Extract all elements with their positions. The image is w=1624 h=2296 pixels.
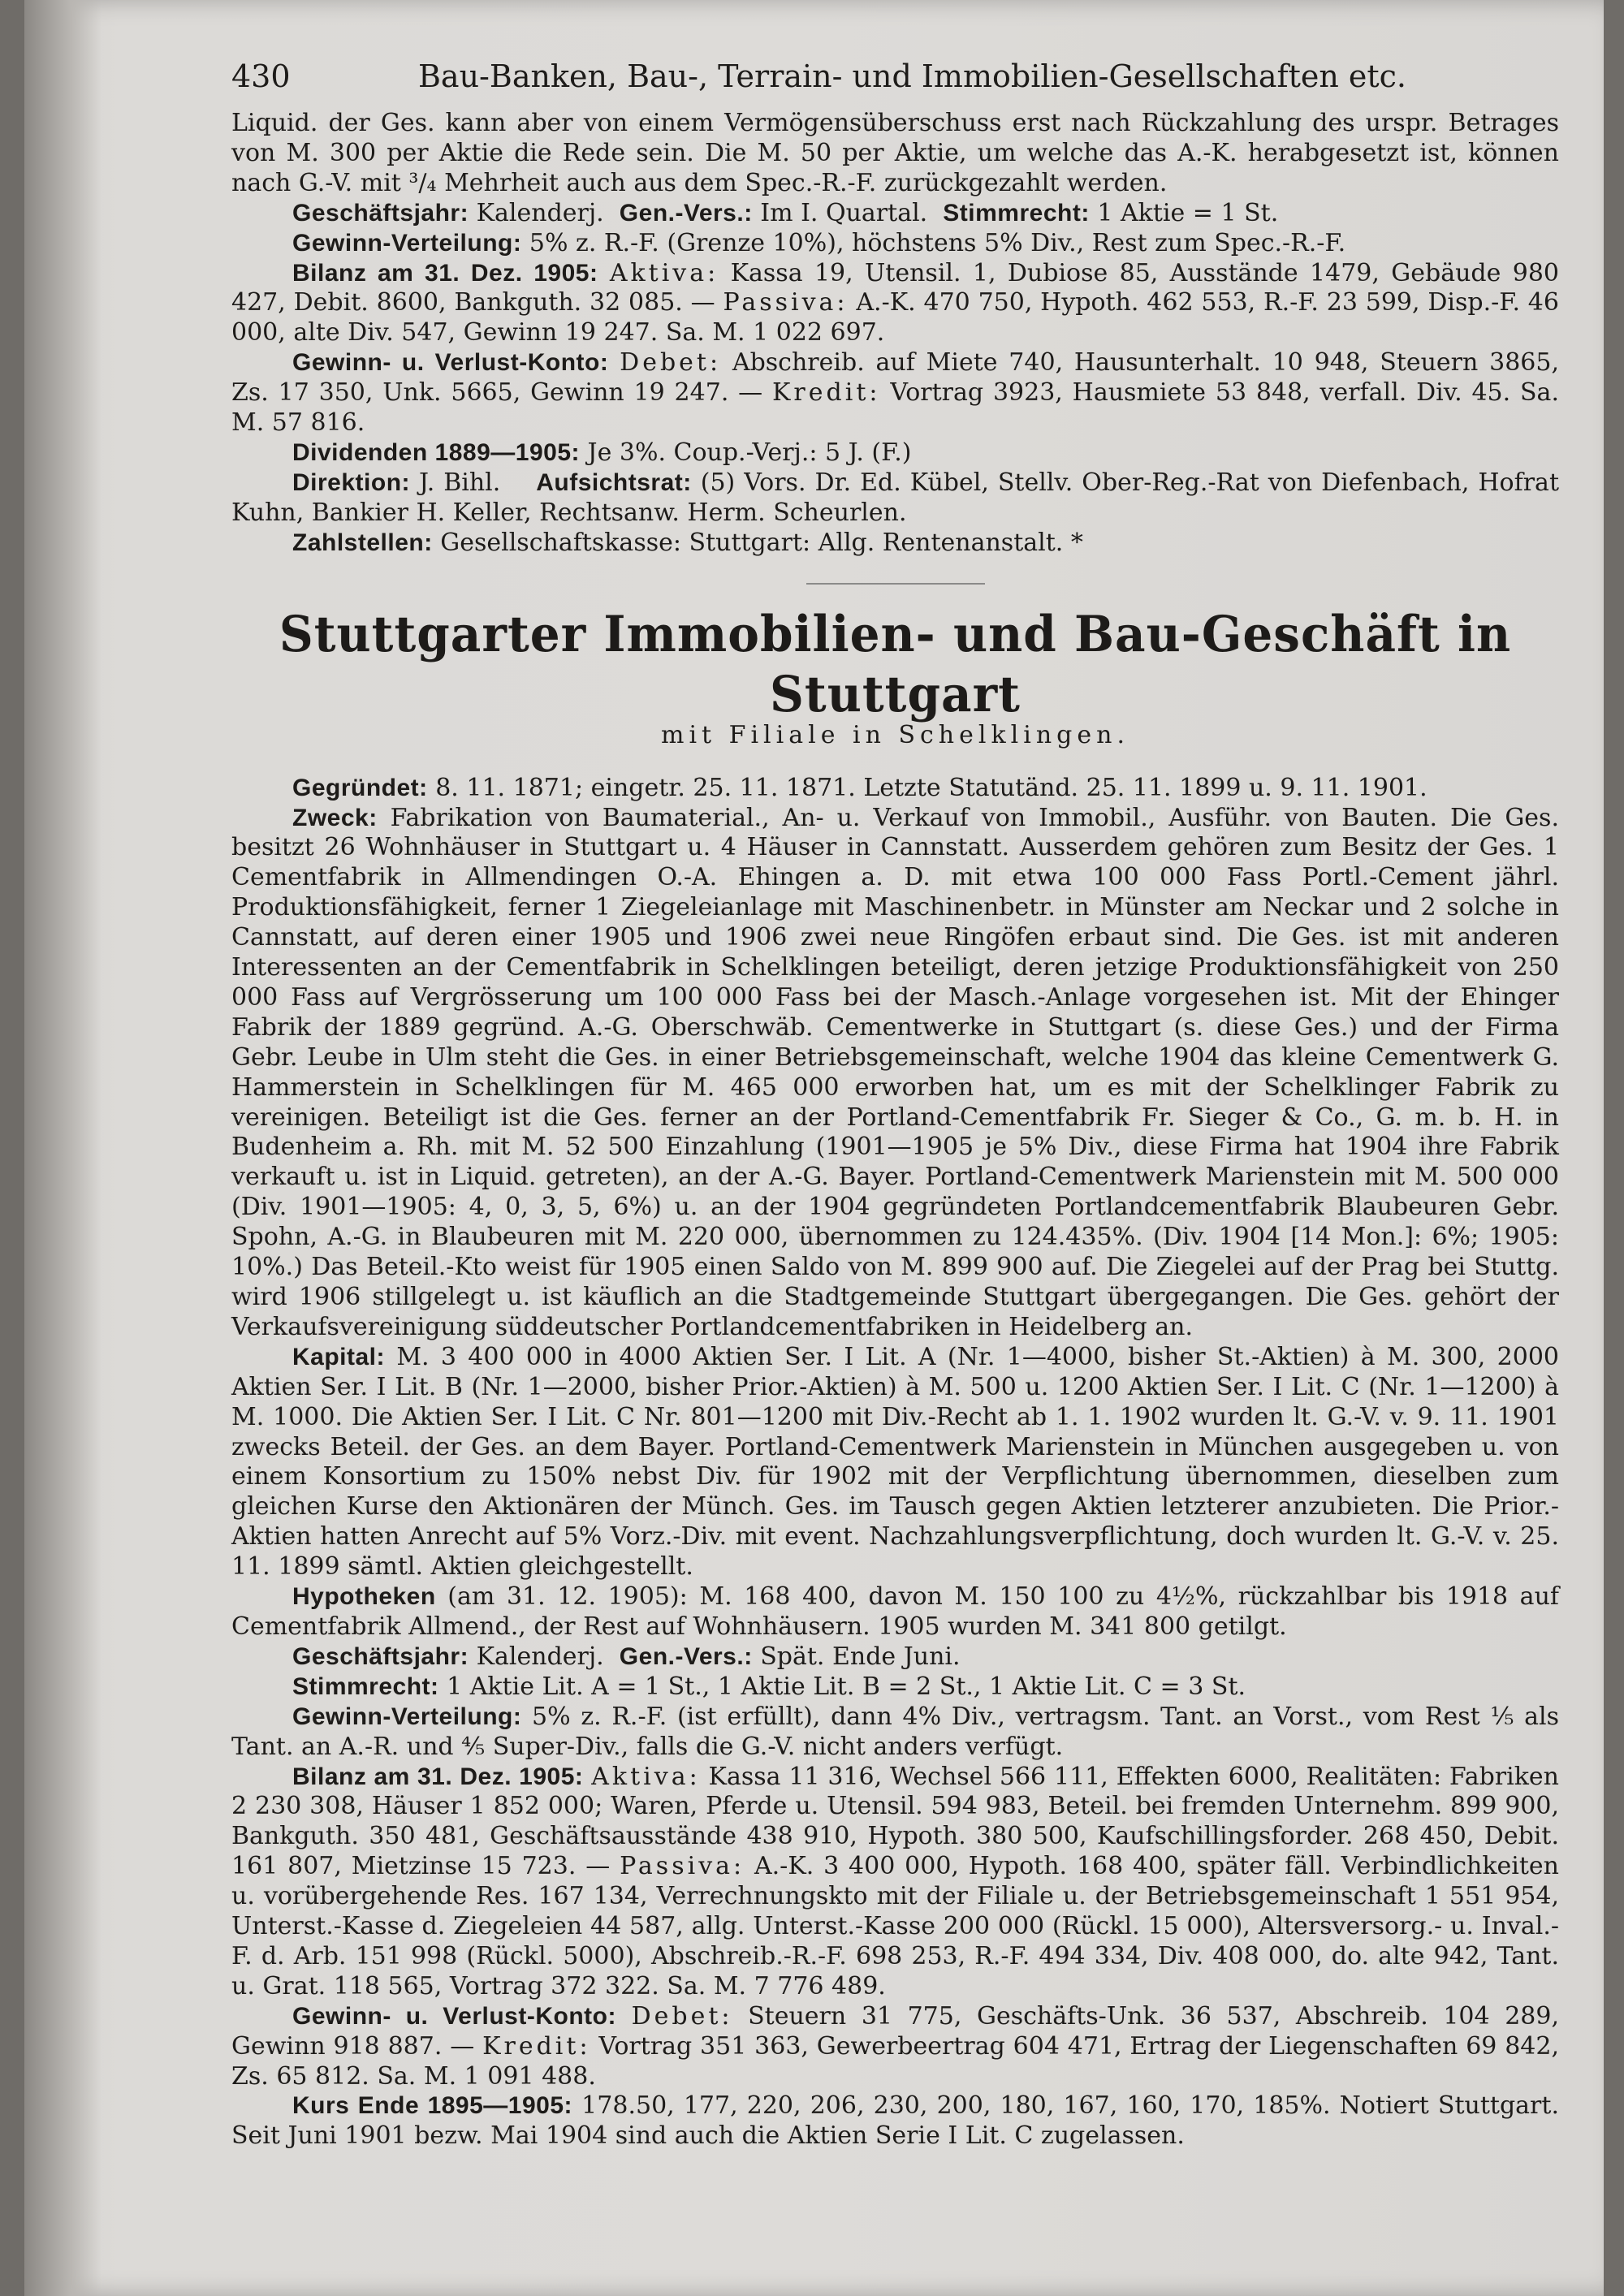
mortgages: Hypotheken (am 31. 12. 1905): M. 168 400, davon M. 150 100 zu 4½%, rückzahlbar bis 1918 auf Cementfabrik Allmend., der Rest auf Wohnhäusern. 1905 wurden M. 341 800 getilgt.: [231, 1582, 1559, 1641]
book-binding-shadow: [24, 0, 102, 2296]
profit-loss-account: Gewinn- u. Verlust-Konto: Debet: Steuern 31 775, Geschäfts-Unk. 36 537, Abschreib. 104 289, Gewinn 918 887. — Kredit: Vortrag 351 363, Gewerbeertrag 604 471, Ertrag der Liegenschaften 69 842, Zs. 65 812. Sa. M. 1 091 488.: [231, 2001, 1560, 2091]
page-number: 430: [231, 58, 291, 94]
fiscal-year-line: Geschäftsjahr: Kalenderj. Gen.-Vers.: Spät. Ende Juni.: [292, 1642, 961, 1671]
book-page: [24, 0, 1604, 2296]
company-subtitle: mit Filiale in Schelklingen.: [661, 720, 1129, 749]
running-title: Bau-Banken, Bau-, Terrain- und Immobilien-Gesellschaften etc.: [418, 58, 1407, 94]
capital: Kapital: M. 3 400 000 in 4000 Aktien Ser. I Lit. A (Nr. 1—4000, bisher St.-Aktien) à M. 300, 2000 Aktien Ser. I Lit. B (Nr. 1—2000, bisher Prior.-Aktien) à M. 500 u. 1200 Aktien Ser. I Lit. C (Nr. 1—1200) à M. 1000. Die Aktien Ser. I Lit. C Nr. 801—1200 mit Div.-Recht ab 1. 1. 1902 wurden lt. G.-V. v. 9. 11. 1901 zwecks Beteil. der Ges. an dem Bayer. Portland-Cementwerk Marienstein in München ausgegeben u. von einem Konsortium zu 150% nebst Div. für 1902 mit der Verpflichtung übernommen, dieselben zum gleichen Kurse den Aktionären der Münch. Ges. im Tausch gegen Aktien letzterer anzubieten. Die Prior.-Aktien hatten Anrecht auf 5% Vorz.-Div. mit event. Nachzahlungsverpflichtung, doch wurden lt. G.-V. v. 25. 11. 1899 sämtl. Aktien gleichgestellt.: [231, 1342, 1559, 1582]
share-price-history: Kurs Ende 1895—1905: 178.50, 177, 220, 206, 230, 200, 180, 167, 160, 170, 185%. Notiert Stuttgart. Seit Juni 1901 bezw. Mai 1904 sind auch die Aktien Serie I Lit. C zugelassen.: [231, 2091, 1559, 2151]
dividends: Dividenden 1889—1905: Je 3%. Coup.-Verj.: 5 J. (F.): [292, 438, 912, 467]
fiscal-info-line: Geschäftsjahr: Kalenderj. Gen.-Vers.: Im I. Quartal. Stimmrecht: 1 Aktie = 1 St.: [292, 198, 1279, 227]
balance-sheet: Bilanz am 31. Dez. 1905: Aktiva: Kassa 11 316, Wechsel 566 111, Effekten 6000, Realitäten: Fabriken 2 230 308, Häuser 1 852 000; Waren, Pferde u. Utensil. 594 983, Beteil. bei fremden Unternehm. 899 900, Bankguth. 350 481, Geschäftsausstände 438 910, Hypoth. 380 500, Kaufschillingsforder. 268 450, Debit. 161 807, Mietzinse 15 723. — Passiva: A.-K. 3 400 000, Hypoth. 168 400, später fäll. Verbindlichkeiten u. vorübergehende Res. 167 134, Verrechnungskto mit der Filiale u. der Betriebsgemeinschaft 1 551 954, Unterst.-Kasse d. Ziegeleien 44 587, allg. Unterst.-Kasse 200 000 (Rückl. 15 000), Altersversorg.- u. Inval.-F. d. Arb. 151 998 (Rückl. 5000), Abschreib.-R.-F. 698 253, R.-F. 494 334, Div. 408 000, do. alte 942, Tant. u. Grat. 118 565, Vortrag 372 322. Sa. M. 7 776 489.: [231, 1762, 1559, 2000]
management-board: Direktion: J. Bihl. Aufsichtsrat: (5) Vors. Dr. Ed. Kübel, Stellv. Ober-Reg.-Rat von Diefenbach, Hofrat Kuhn, Bankier H. Keller, Rechtsanw. Herm. Scheurlen.: [231, 468, 1559, 527]
voting-rights: Stimmrecht: 1 Aktie Lit. A = 1 St., 1 Aktie Lit. B = 2 St., 1 Aktie Lit. C = 3 St.: [292, 1672, 1246, 1701]
company-title: Stuttgarter Immobilien- und Bau-Geschäft in Stuttgart: [279, 605, 1512, 723]
page-content: [231, 58, 1559, 2151]
balance-sheet: Bilanz am 31. Dez. 1905: Aktiva: Kassa 19, Utensil. 1, Dubiose 85, Ausstände 1479, Gebäude 980 427, Debit. 8600, Bankguth. 32 085. — Passiva: A.-K. 470 750, Hypoth. 462 553, R.-F. 23 599, Disp.-F. 46 000, alte Div. 547, Gewinn 19 247. Sa. M. 1 022 697.: [231, 258, 1559, 347]
page-header: [231, 58, 1559, 109]
purpose: Zweck: Fabrikation von Baumaterial., An- u. Verkauf von Immobil., Ausführ. von Bauten. Die Ges. besitzt 26 Wohnhäuser in Stuttgart u. 4 Häuser in Cannstatt. Ausserdem gehören zum Besitz der Ges. 1 Cementfabrik in Allmendingen O.-A. Ehingen a. D. mit etwa 100 000 Fass Portl.-Cement jährl. Produktionsfähigkeit, ferner 1 Ziegeleianlage mit Maschinenbetr. in Münster am Neckar und 2 solche in Cannstatt, auf deren einer 1905 und 1906 zwei neue Ringöfen erbaut sind. Die Ges. ist mit anderen Interessenten an der Cementfabrik in Schelklingen beteiligt, deren jetzige Produktionsfähigkeit von 250 000 Fass auf Vergrösserung um 100 000 Fass bei der Masch.-Anlage vorgesehen ist. Mit der Ehinger Fabrik der 1889 gegründ. A.-G. Oberschwäb. Cementwerke in Stuttgart (s. diese Ges.) und der Firma Gebr. Leube in Ulm steht die Ges. in einer Betriebsgemeinschaft, welche 1904 das kleine Cementwerk G. Hammerstein in Schelklingen für M. 465 000 erworben hat, um es mit der Schelklinger Fabrik zu vereinigen. Beteiligt ist die Ges. ferner an der Portland-Cementfabrik Fr. Sieger & Co., G. m. b. H. in Budenheim a. Rh. mit M. 52 500 Einzahlung (1901—1905 je 5% Div., diese Firma hat 1904 ihre Fabrik verkauft u. ist in Liquid. getreten), an der A.-G. Bayer. Portland-Cementwerk Marienstein mit M. 500 000 (Div. 1901—1905: 4, 0, 3, 5, 6%) u. an der 1904 gegründeten Portlandcementfabrik Blaubeuren Gebr. Spohn, A.-G. in Blaubeuren mit M. 220 000, übernommen zu 124.435%. (Div. 1904 [14 Mon.]: 6%; 1905: 10%.) Das Beteil.-Kto weist für 1905 einen Saldo von M. 899 900 auf. Die Ziegelei auf der Prag bei Stuttg. wird 1906 stillgelegt u. ist käuflich an die Stadtgemeinde Stuttgart übergegangen. Die Ges. gehört der Verkaufsvereinigung süddeutscher Portlandcementfabriken in Heidelberg an.: [231, 803, 1559, 1341]
section-divider: [806, 583, 985, 585]
founded: Gegründet: 8. 11. 1871; eingetr. 25. 11. 1871. Letzte Statutänd. 25. 11. 1899 u. 9. 11. 1901.: [292, 773, 1427, 802]
company-entry: [231, 774, 1559, 2152]
paying-agents: Zahlstellen: Gesellschaftskasse: Stuttgart: Allg. Rentenanstalt. *: [292, 528, 1083, 557]
previous-company-entry: [231, 109, 1559, 559]
profit-distribution: Gewinn-Verteilung: 5% z. R.-F. (ist erfüllt), dann 4% Div., vertragsm. Tant. an Vorst., vom Rest ⅕ als Tant. an A.-R. und ⅘ Super-Div., falls die G.-V. nicht anders verfügt.: [231, 1702, 1559, 1761]
liquidation-paragraph: Liquid. der Ges. kann aber von einem Vermögensüberschuss erst nach Rückzahlung des urspr. Betrages von M. 300 per Aktie die Rede sein. Die M. 50 per Aktie, um welche das A.-K. herabgesetzt ist, können nach G.-V. mit ³/₄ Mehrheit auch aus dem Spec.-R.-F. zurückgezahlt werden.: [231, 109, 1559, 197]
profit-loss-account: Gewinn- u. Verlust-Konto: Debet: Abschreib. auf Miete 740, Hausunterhalt. 10 948, Steuern 3865, Zs. 17 350, Unk. 5665, Gewinn 19 247. — Kredit: Vortrag 3923, Hausmiete 53 848, verfall. Div. 45. Sa. M. 57 816.: [231, 348, 1560, 438]
entry-mark: *: [1070, 528, 1083, 557]
profit-distribution: Gewinn-Verteilung: 5% z. R.-F. (Grenze 10%), höchstens 5% Div., Rest zum Spec.-R.-F.: [292, 228, 1346, 257]
